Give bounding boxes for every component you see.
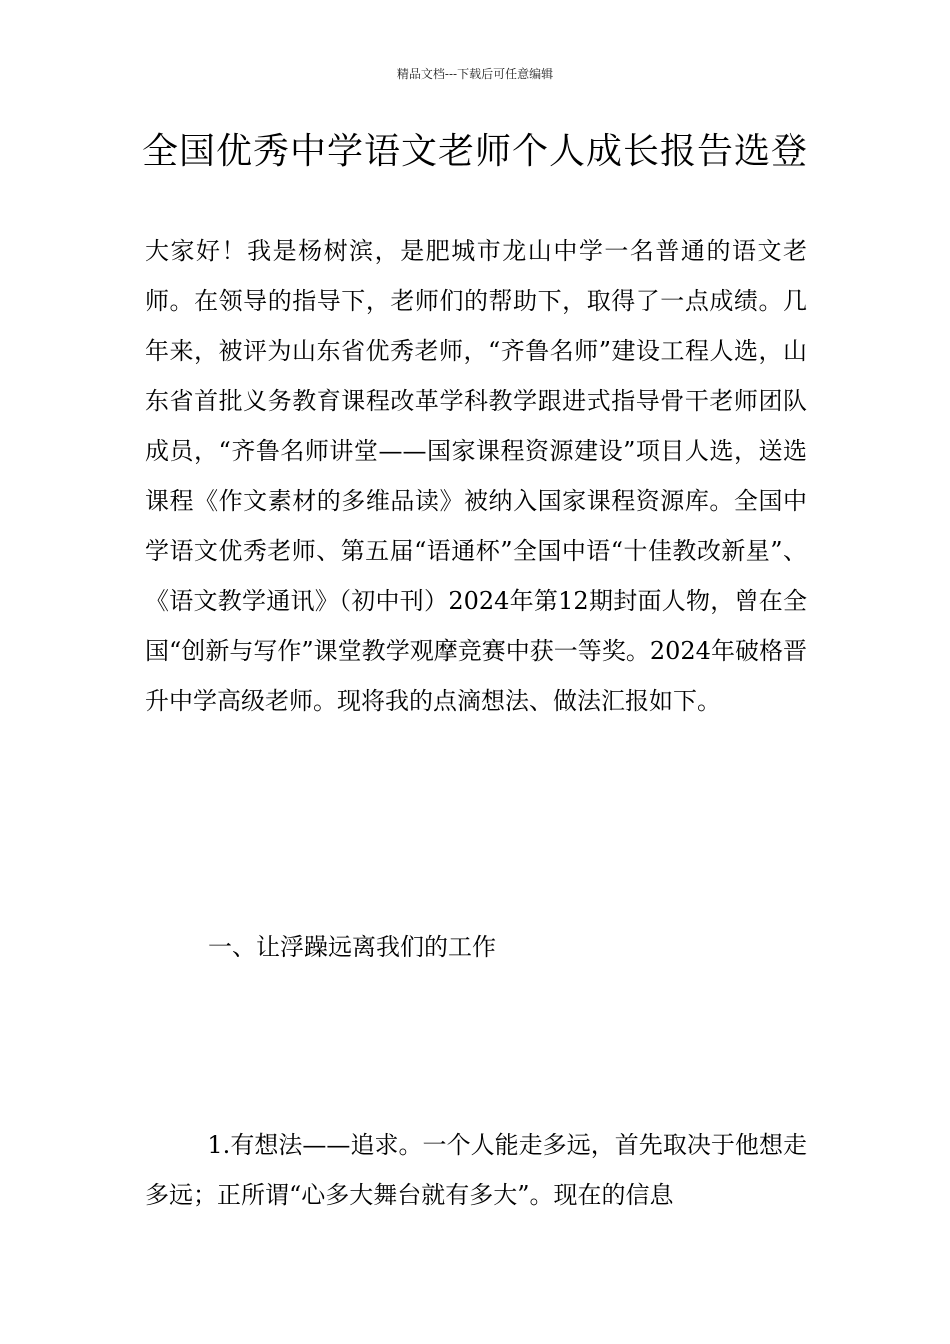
header-note: 精品文档---下载后可任意编辑 bbox=[396, 67, 554, 81]
section-heading: 一、让浮躁远离我们的工作 bbox=[208, 933, 496, 961]
body-paragraph: 1.有想法——追求。一个人能走多远，首先取决于他想走多远；正所谓“心多大舞台就有多大”。现在的信息 bbox=[145, 1131, 807, 1209]
intro-paragraph: 大家好！我是杨树滨，是肥城市龙山中学一名普通的语文老师。在领导的指导下，老师们的帮助下，取得了一点成绩。几年来，被评为山东省优秀老师，“齐鲁名师”建设工程人选，山东省首批义务教育课程改革学科教学跟进式指导骨干老师团队成员，“齐鲁名师讲堂——国家课程资源建设”项目人选，送选课程《作文素材的多维品读》被纳入国家课程资源库。全国中学语文优秀老师、第五届“语通杯”全国中语“十佳教改新星”、《语文教学通讯》（初中刊）2024年第12期封面人物，曾在全国“创新与写作”课堂教学观摩竞赛中获一等奖。2024年破格晋升中学高级老师。现将我的点滴想法、做法汇报如下。 bbox=[145, 237, 807, 715]
document-title: 全国优秀中学语文老师个人成长报告选登 bbox=[141, 131, 808, 172]
